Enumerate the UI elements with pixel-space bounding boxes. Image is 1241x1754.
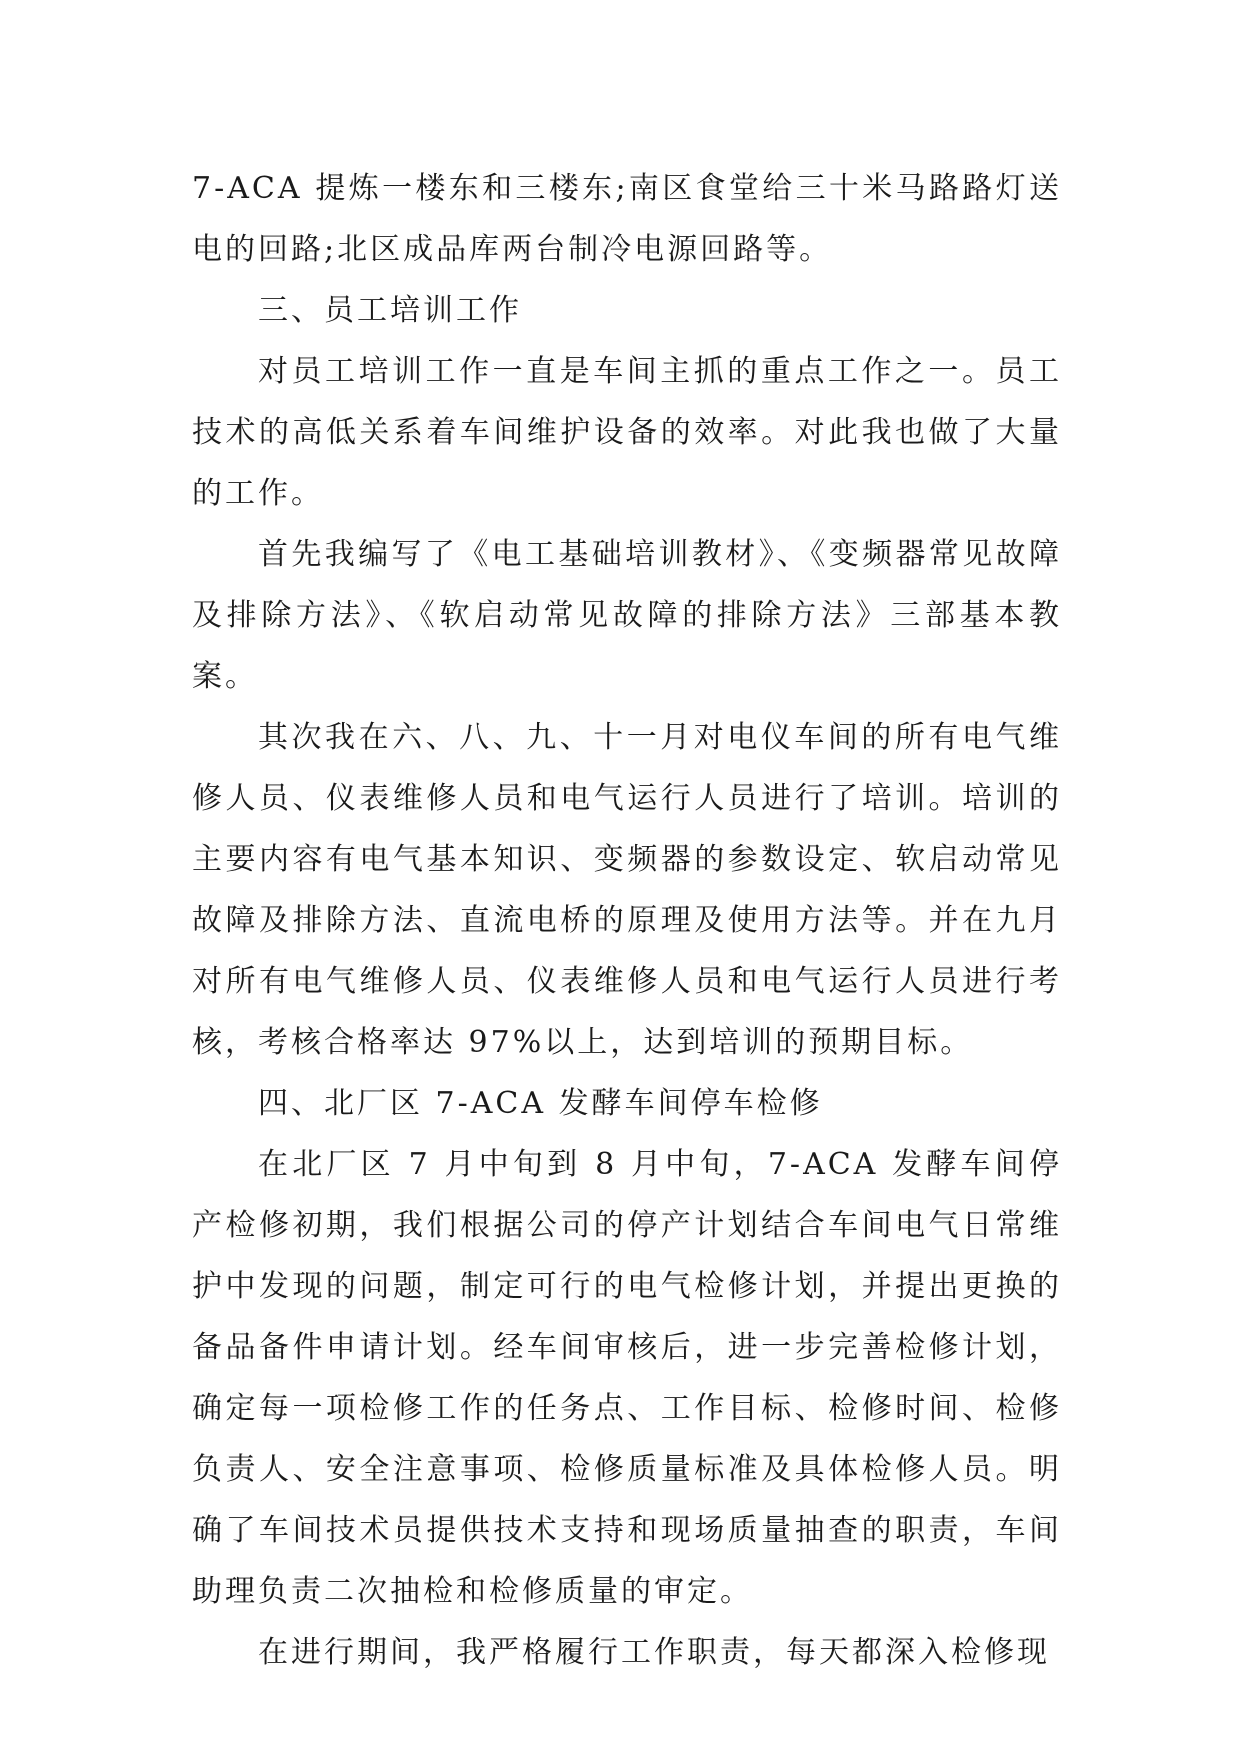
paragraph-training-materials: 首先我编写了《电工基础培训教材》、《变频器常见故障及排除方法》、《软启动常见故障的排除方法》三部基本教案。 — [192, 537, 1062, 694]
document-body — [192, 158, 1062, 1683]
section-heading-maintenance: 四、北厂区 7-ACA 发酵车间停车检修 — [258, 1086, 823, 1121]
paragraph-circuits: 7-ACA 提炼一楼东和三楼东;南区食堂给三十米马路路灯送电的回路;北区成品库两台制冷电源回路等。 — [192, 171, 1062, 267]
paragraph-training-sessions: 其次我在六、八、九、十一月对电仪车间的所有电气维修人员、仪表维修人员和电气运行人员进行了培训。培训的主要内容有电气基本知识、变频器的参数设定、软启动常见故障及排除方法、直流电桥的原理及使用方法等。并在九月对所有电气维修人员、仪表维修人员和电气运行人员进行考核，考核合格率达 97%以上，达到培训的预期目标。 — [192, 720, 1062, 1060]
paragraph-maintenance-plan: 在北厂区 7 月中旬到 8 月中旬，7-ACA 发酵车间停产检修初期，我们根据公司的停产计划结合车间电气日常维护中发现的问题，制定可行的电气检修计划，并提出更换的备品备件申请计划。经车间审核后，进一步完善检修计划，确定每一项检修工作的任务点、工作目标、检修时间、检修负责人、安全注意事项、检修质量标准及具体检修人员。明确了车间技术员提供技术支持和现场质量抽查的职责，车间助理负责二次抽检和检修质量的审定。 — [192, 1147, 1062, 1609]
section-heading-staff-training: 三、员工培训工作 — [258, 293, 522, 328]
paragraph-training-intro: 对员工培训工作一直是车间主抓的重点工作之一。员工技术的高低关系着车间维护设备的效率。对此我也做了大量的工作。 — [192, 354, 1062, 511]
paragraph-maintenance-duties: 在进行期间，我严格履行工作职责，每天都深入检修现 — [258, 1635, 1050, 1670]
